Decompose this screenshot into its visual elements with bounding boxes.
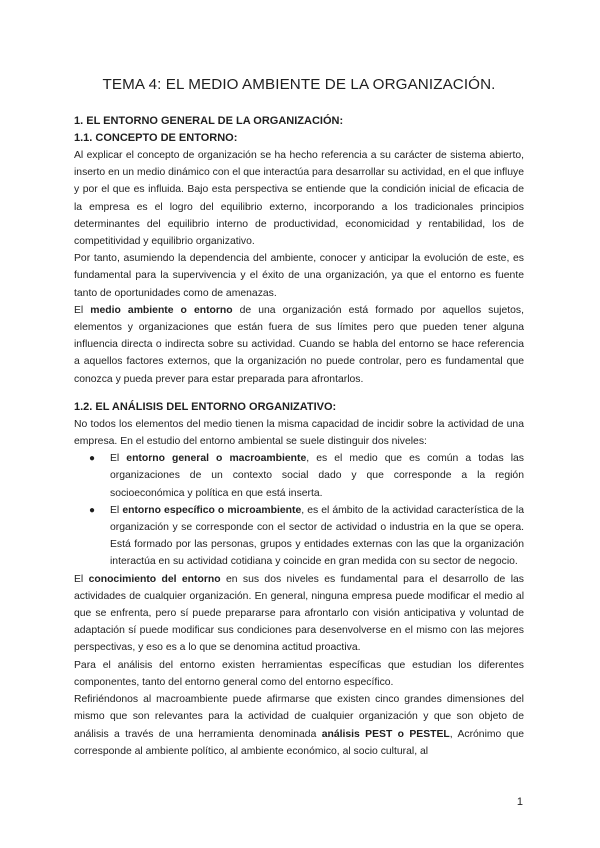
bullet-list xyxy=(74,450,524,570)
paragraph-concepto-2: Por tanto, asumiendo la dependencia del ambiente, conocer y anticipar la evolución de este, es fundamental para la supervivencia y el éxito de una organización, ya que el entorno es fuente tanto de oportunidades como de amenazas. xyxy=(74,253,524,299)
text-run: , es el medio que es común a todas las organizaciones de un contexto social dado y que corresponde a la región socioeconómica y política en que está inserta. xyxy=(110,453,524,499)
paragraph-concepto-1: Al explicar el concepto de organización se ha hecho referencia a su carácter de sistema abierto, inserto en un medio dinámico con el que interactúa para desarrollar su actividad, en el que influye y por el que es influida. Bajo esta perspectiva se entiende que la condición inicial de eficacia de la empresa es el logro del equilibrio externo, incorporando a los tradicionales principios determinantes del equilibrio interno de productividad, economicidad y rentabilidad, los de competitividad y equilibrio organizativo. xyxy=(74,150,524,248)
text-run: , Acrónimo que corresponde al ambiente político, al ambiente económico, al socio cultural, al xyxy=(74,728,525,757)
list-item xyxy=(89,450,524,502)
paragraph-analisis-2 xyxy=(74,571,524,657)
bold-term-pestel: análisis PEST o PESTEL xyxy=(321,728,450,740)
bullet-icon: ● xyxy=(89,453,96,465)
text-run: El xyxy=(110,504,123,516)
text-run: en sus dos niveles es fundamental para el desarrollo de las actividades de cualquier organización. En general, ninguna empresa puede modificar el medio al que se enfrenta, pero sí puede prepararse para afrontarlo con visión anticipativa y voluntad de adaptación sí puede modificar sus condiciones para desenvolverse en el mismo con las mejores perspectivas, y eso es a lo que se denomina actitud proactiva. xyxy=(74,573,524,654)
paragraph-analisis-4 xyxy=(74,691,524,760)
list-item xyxy=(89,502,524,571)
paragraph-analisis-3: Para el análisis del entorno existen herramientas específicas que estudian los diferentes componentes, tanto del entorno general como del entorno específico. xyxy=(74,659,524,688)
text-run: de una organización está formado por aquellos sujetos, elementos y organizaciones que están fuera de sus límites pero que pueden tener alguna influencia directa o indirecta sobre su actividad. Cuando se habla del entorno se hace referencia a aquellos factores externos, que la organización no puede controlar, pero es fundamental que conozca y pueda prever para estar preparada para afrontarlos. xyxy=(74,304,524,385)
bold-term-entorno-general: entorno general o macroambiente xyxy=(126,453,307,465)
paragraph-concepto-3 xyxy=(74,302,524,388)
text-run: Refiriéndonos al macroambiente puede afirmarse que existen cinco grandes dimensiones del mismo que son relevantes para la actividad de cualquier organización y que son objeto de análisis a través de una herramienta denominada xyxy=(74,694,524,740)
section-heading-1: 1. EL ENTORNO GENERAL DE LA ORGANIZACIÓN: xyxy=(74,115,344,127)
subsection-heading-1-1: 1.1. CONCEPTO DE ENTORNO: xyxy=(74,132,238,144)
paragraph-analisis-1: No todos los elementos del medio tienen la misma capacidad de incidir sobre la actividad de una empresa. En el estudio del entorno ambiental se suele distinguir dos niveles: xyxy=(74,418,524,448)
text-run: El xyxy=(74,304,91,316)
subsection-heading-1-2: 1.2. EL ANÁLISIS DEL ENTORNO ORGANIZATIVO: xyxy=(74,400,337,413)
bold-term-entorno-especifico: entorno específico o microambiente xyxy=(122,504,302,516)
text-run: , es el ámbito de la actividad característica de la organización y se corresponde con el sector de actividad o industria en la que se opera. Está formado por las personas, grupos y entidades externas con las que la organización interactúa en su actividad cotidiana y coincide en gran medida con su sector de negocio. xyxy=(110,504,524,568)
bullet-icon: ● xyxy=(89,504,96,516)
text-run: El xyxy=(110,453,127,465)
text-run: El xyxy=(74,573,89,585)
bold-term-conocimiento: conocimiento del entorno xyxy=(88,573,221,585)
bold-term-medio-ambiente: medio ambiente o entorno xyxy=(90,304,233,316)
document-title: TEMA 4: EL MEDIO AMBIENTE DE LA ORGANIZACIÓN. xyxy=(102,76,496,93)
page-number: 1 xyxy=(516,796,523,808)
